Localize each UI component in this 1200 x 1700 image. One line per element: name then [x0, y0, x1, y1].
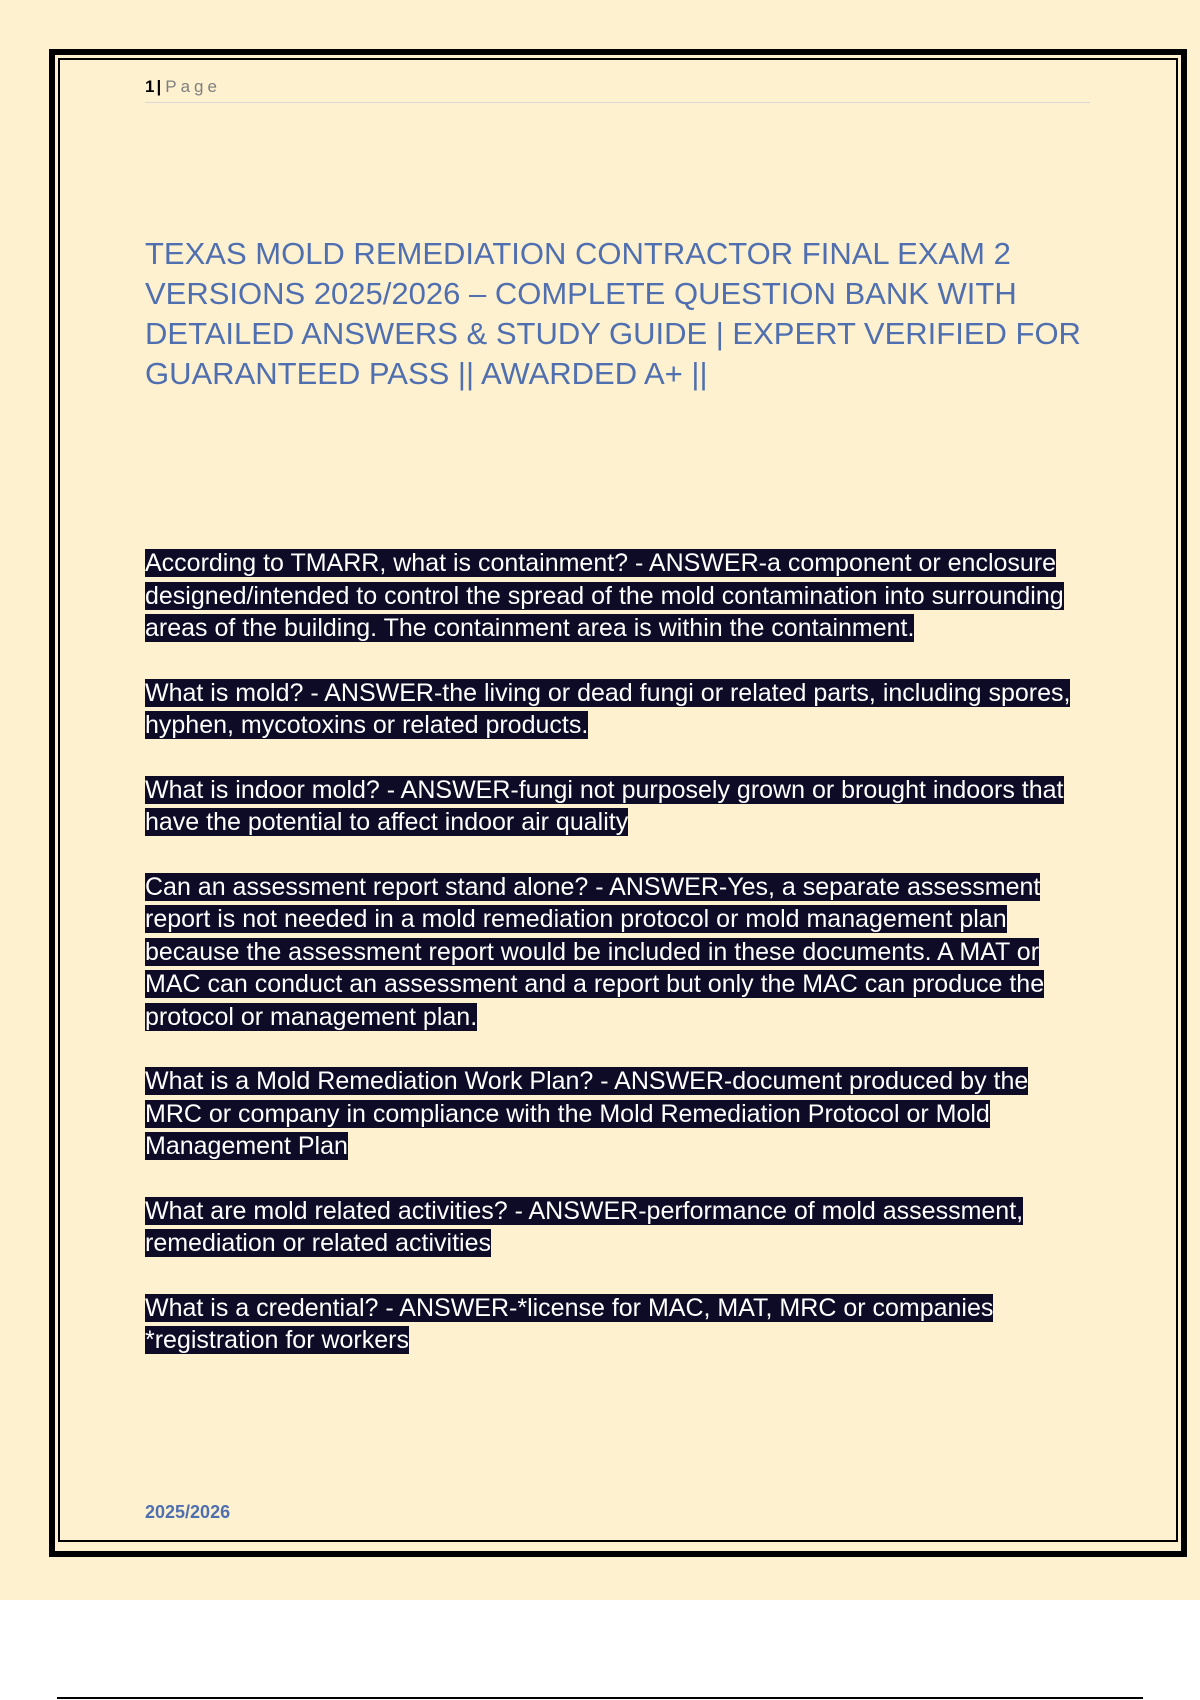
page-header-separator: | [156, 77, 162, 96]
page-header [145, 74, 1090, 103]
qa-item [145, 1065, 1085, 1163]
qa-item [145, 677, 1085, 742]
qa-text: What is indoor mold? - ANSWER-fungi not purposely grown or brought indoors that have the potential to affect indoor air quality [145, 775, 1064, 836]
qa-list [145, 547, 1085, 1389]
qa-item [145, 774, 1085, 839]
qa-text: What is a Mold Remediation Work Plan? - ANSWER-document produced by the MRC or company in compliance with the Mold Remediation Protocol or Mold Management Plan [145, 1067, 1029, 1160]
qa-text: What is mold? - ANSWER-the living or dead fungi or related parts, including spores, hyphen, mycotoxins or related products. [145, 678, 1071, 739]
page-label: Page [165, 77, 221, 96]
page-footer: 2025/2026 [145, 1502, 231, 1522]
page-number: 1 [145, 77, 155, 96]
next-page-rule [57, 1697, 1143, 1699]
qa-text: According to TMARR, what is containment? - ANSWER-a component or enclosure designed/intended to control the spread of the mold contamination into surrounding areas of the building. The containment area is within the containment. [145, 549, 1064, 642]
qa-item [145, 1195, 1085, 1260]
qa-item [145, 547, 1085, 645]
qa-item [145, 871, 1085, 1034]
qa-item [145, 1292, 1085, 1357]
qa-text: Can an assessment report stand alone? - ANSWER-Yes, a separate assessment report is not needed in a mold remediation protocol or mold management plan because the assessment report would be included in these documents. A MAT or MAC can conduct an assessment and a report but only the MAC can produce the protocol or management plan. [145, 872, 1045, 1031]
document-title: TEXAS MOLD REMEDIATION CONTRACTOR FINAL EXAM 2 VERSIONS 2025/2026 – COMPLETE QUESTION BANK WITH DETAILED ANSWERS & STUDY GUIDE | EXPERT VERIFIED FOR GUARANTEED PASS || AWARDED A+ || [145, 236, 1081, 391]
qa-text: What is a credential? - ANSWER-*license for MAC, MAT, MRC or companies *registration for workers [145, 1293, 994, 1354]
qa-text: What are mold related activities? - ANSWER-performance of mold assessment, remediation or related activities [145, 1196, 1024, 1257]
